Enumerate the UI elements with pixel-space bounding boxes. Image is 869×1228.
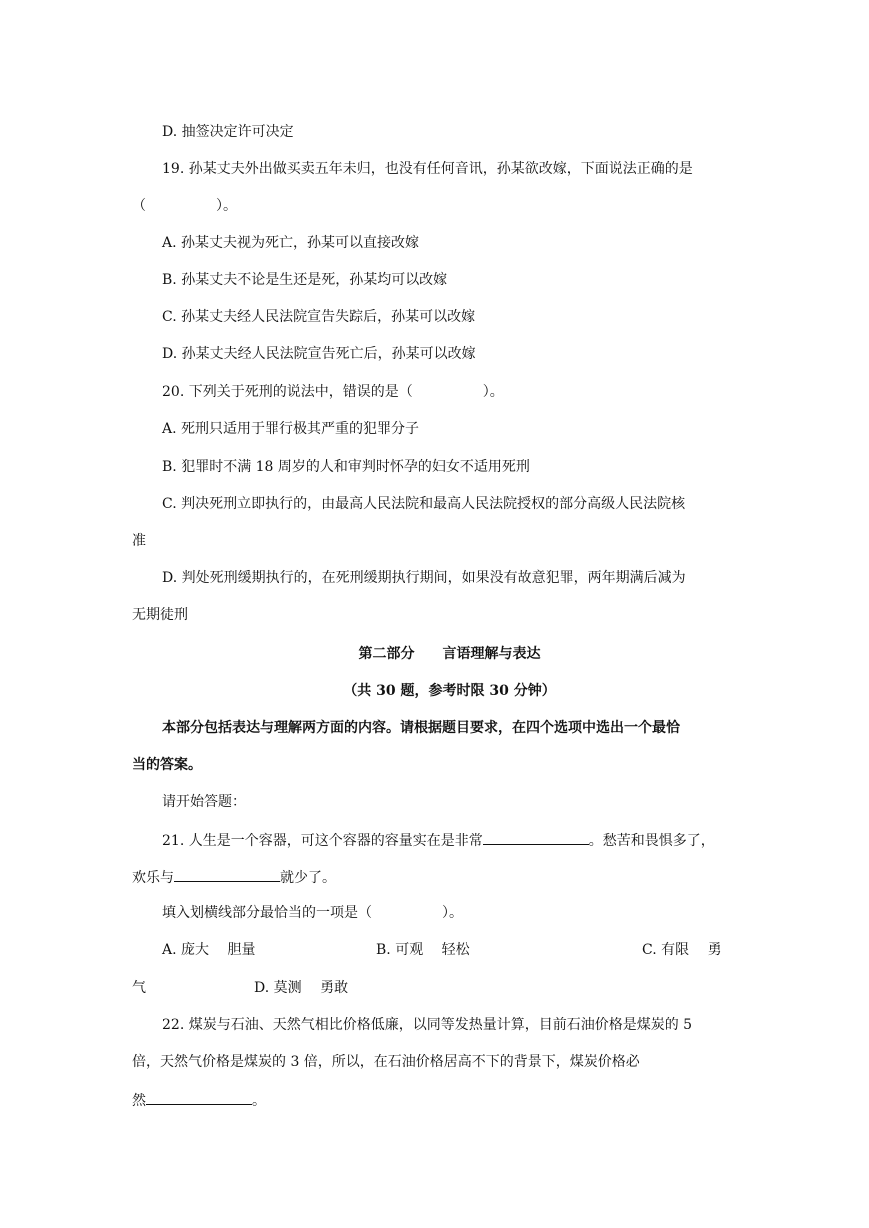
q20-option-c-cont: 准 <box>132 533 146 549</box>
q22-stem-cont: 倍，天然气价格是煤炭的 3 倍，所以，在石油价格居高不下的背景下，煤炭价格必 <box>132 1054 640 1070</box>
q22-stem-part2: 。 <box>252 1093 266 1109</box>
q19-option-c: C. 孙某丈夫经人民法院宣告失踪后，孙某可以改嫁 <box>162 309 476 325</box>
section-intro-cont: 当的答案。 <box>132 757 202 773</box>
q20-option-c: C. 判决死刑立即执行的，由最高人民法院和最高人民法院授权的部分高级人民法院核 <box>162 496 686 512</box>
q19-stem-cont: （ ）。 <box>132 198 237 214</box>
q19-option-d: D. 孙某丈夫经人民法院宣告死亡后，孙某可以改嫁 <box>162 346 476 362</box>
q20-option-d-cont: 无期徒刑 <box>132 607 188 623</box>
q21-option-c: C. 有限 勇 <box>642 942 722 958</box>
q22-stem-part1: 然 <box>132 1093 146 1109</box>
q19-option-b: B. 孙某丈夫不论是生还是死，孙某均可以改嫁 <box>162 272 448 288</box>
q20-option-a: A. 死刑只适用于罪行极其严重的犯罪分子 <box>162 421 420 437</box>
q21-option-a: A. 庞大 胆量 <box>162 942 256 958</box>
q21-blank-2 <box>174 866 280 882</box>
q20-option-b: B. 犯罪时不满 18 周岁的人和审判时怀孕的妇女不适用死刑 <box>162 459 530 475</box>
q20-stem: 20. 下列关于死刑的说法中，错误的是（ ）。 <box>162 384 504 400</box>
q21-stem-part3: 欢乐与 <box>132 870 174 886</box>
q21-blank-1 <box>483 829 589 845</box>
q19-option-a: A. 孙某丈夫视为死亡，孙某可以直接改嫁 <box>162 235 420 251</box>
q21-option-d: D. 莫测 勇敢 <box>254 980 349 996</box>
q22-stem-end <box>132 1089 266 1111</box>
q21-option-b: B. 可观 轻松 <box>376 942 470 958</box>
q18-option-d: D. 抽签决定许可决定 <box>162 124 294 140</box>
q21-stem <box>162 829 715 851</box>
section-subtitle: （共 30 题，参考时限 30 分钟） <box>343 683 556 699</box>
q21-stem-part1: 21. 人生是一个容器，可这个容器的容量实在是非常 <box>162 833 483 849</box>
q21-stem-part4: 就少了。 <box>280 870 336 886</box>
q21-option-c-cont: 气 <box>132 980 146 996</box>
section-title: 第二部分 言语理解与表达 <box>358 646 541 662</box>
start-prompt: 请开始答题： <box>162 794 246 810</box>
q21-prompt: 填入划横线部分最恰当的一项是（ ）。 <box>162 905 463 921</box>
q20-option-d: D. 判处死刑缓期执行的，在死刑缓期执行期间，如果没有故意犯罪，两年期满后减为 <box>162 570 686 586</box>
q21-stem-part2: 。愁苦和畏惧多了， <box>588 833 715 849</box>
q22-blank <box>146 1089 252 1105</box>
q19-stem: 19. 孙某丈夫外出做买卖五年未归，也没有任何音讯，孙某欲改嫁，下面说法正确的是 <box>162 161 693 177</box>
q22-stem: 22. 煤炭与石油、天然气相比价格低廉，以同等发热量计算，目前石油价格是煤炭的 5 <box>162 1017 693 1033</box>
q21-stem-cont <box>132 866 336 888</box>
section-intro: 本部分包括表达与理解两方面的内容。请根据题目要求，在四个选项中选出一个最恰 <box>162 720 680 736</box>
